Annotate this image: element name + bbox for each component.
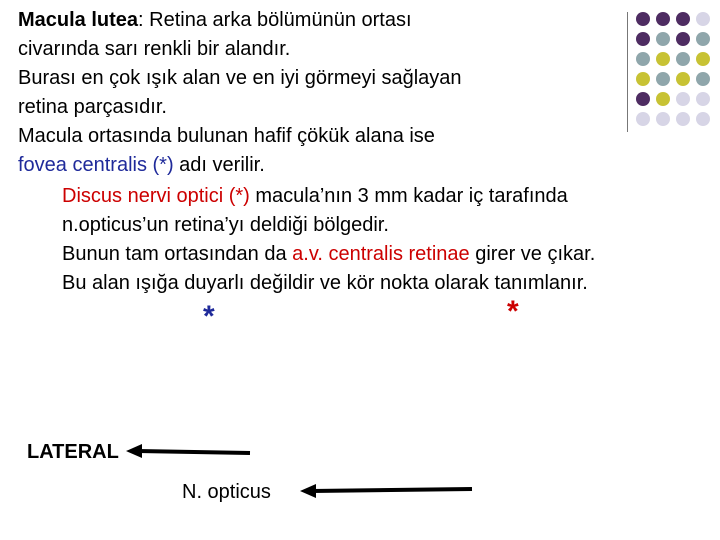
fovea-star-marker: * — [203, 300, 215, 333]
p2-line3-a: Bunun tam ortasından da — [62, 243, 293, 265]
decor-dot — [676, 52, 690, 66]
disc-star-marker: * — [507, 295, 519, 328]
p1-line4: retina parçasıdır. — [18, 96, 167, 118]
decor-dot — [696, 72, 710, 86]
decor-dot — [696, 52, 710, 66]
left-arrow-icon — [126, 443, 254, 461]
term-av-centralis-retinae: a.v. centralis retinae — [292, 243, 470, 265]
decor-dot — [696, 32, 710, 46]
p1-line2: civarında sarı renkli bir alandır. — [18, 38, 291, 60]
divider-line — [627, 12, 628, 132]
decor-dot — [656, 32, 670, 46]
p1-line1-rest: : Retina arka bölümünün ortası — [138, 9, 412, 31]
decor-dot — [656, 72, 670, 86]
lateral-label: LATERAL — [27, 441, 119, 463]
decor-dot — [636, 92, 650, 106]
term-discus-nervi-optici: Discus nervi optici (*) — [62, 185, 250, 207]
term-macula-lutea: Macula lutea — [18, 9, 139, 31]
decor-dot — [656, 52, 670, 66]
decor-dot — [656, 92, 670, 106]
decor-dot — [656, 112, 670, 126]
decor-dot — [636, 72, 650, 86]
term-fovea-centralis: fovea centralis (*) — [18, 154, 174, 176]
p2-line1-rest: macula’nın 3 mm kadar iç tarafında — [249, 185, 568, 207]
decor-dot — [656, 12, 670, 26]
decor-dot — [676, 92, 690, 106]
decor-dot — [676, 32, 690, 46]
p1-line5: Macula ortasında bulunan hafif çökük alana ise — [18, 125, 435, 147]
p1-line3: Burası en çok ışık alan ve en iyi görmeyi sağlayan — [18, 67, 462, 89]
paragraph-optic-disc — [62, 182, 595, 298]
decor-dot — [636, 112, 650, 126]
n-opticus-label: N. opticus — [182, 481, 271, 503]
p2-line2: n.opticus’un retina’yı deldiği bölgedir. — [62, 214, 389, 236]
p2-line3-b: girer ve çıkar. — [469, 243, 596, 265]
decor-dot — [676, 112, 690, 126]
decor-dot — [636, 12, 650, 26]
decor-dot — [676, 12, 690, 26]
p2-line4: Bu alan ışığa duyarlı değildir ve kör nokta olarak tanımlanır. — [62, 272, 588, 294]
decor-dot — [636, 32, 650, 46]
decor-dot — [696, 92, 710, 106]
p1-line6-rest: adı verilir. — [173, 154, 265, 176]
decor-dot — [696, 112, 710, 126]
paragraph-macula — [18, 6, 462, 180]
left-arrow-icon — [300, 482, 476, 500]
decor-dot — [696, 12, 710, 26]
decor-dot — [676, 72, 690, 86]
decor-dot — [636, 52, 650, 66]
